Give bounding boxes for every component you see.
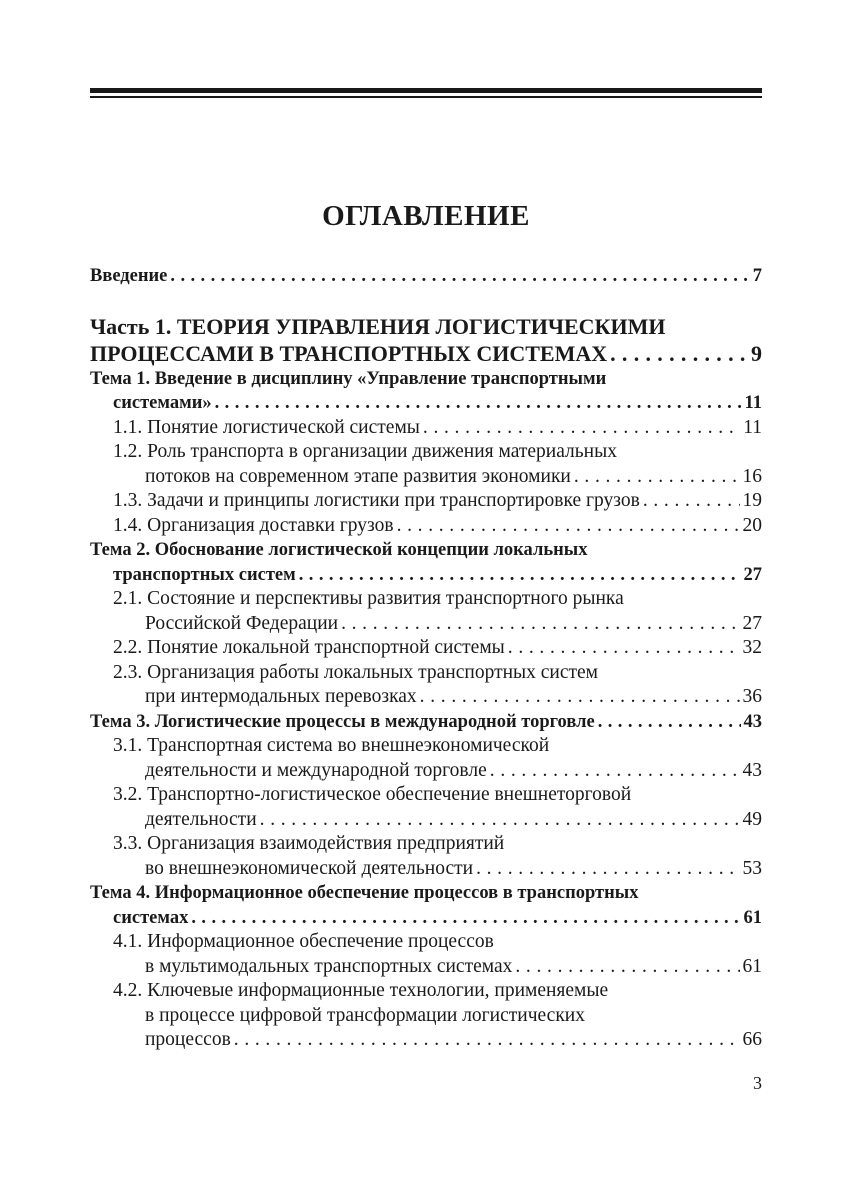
header-rule-thick (90, 88, 762, 93)
dot-leader (191, 906, 740, 931)
toc-entry-1-4[interactable]: 1.4. Организация доставки грузов . . . 20 (90, 514, 762, 539)
toc-entry-topic1-line2[interactable]: системами» . . . 11 (90, 391, 762, 416)
page-number: 3 (753, 1073, 762, 1093)
toc-entry-4-1-line1[interactable]: 4.1. Информационное обеспечение процессов (113, 931, 494, 952)
page-ref: 36 (742, 686, 762, 707)
page-ref: 7 (752, 266, 762, 286)
toc-entry-topic2-line2[interactable]: транспортных систем . . . 27 (90, 563, 762, 588)
page-ref: 61 (742, 955, 762, 977)
dot-leader (490, 759, 740, 784)
page-ref: 19 (742, 490, 762, 511)
page-ref: 66 (742, 1029, 762, 1050)
table-of-contents (90, 264, 762, 1053)
toc-entry-4-1-line2[interactable]: в мультимодальных транспортных системах . . . 61 (90, 955, 762, 980)
dot-leader (420, 685, 740, 710)
page-ref: 43 (743, 711, 762, 732)
toc-entry-topic3[interactable]: Тема 3. Логистические процессы в международной торговле . . . 43 (90, 710, 762, 735)
toc-entry-3-3-line1[interactable]: 3.3. Организация взаимодействия предприятий (113, 833, 505, 854)
page-ref: 49 (742, 808, 762, 830)
page-ref: 11 (744, 393, 762, 413)
dot-leader (610, 340, 748, 367)
dot-leader (476, 857, 739, 882)
page-ref: 20 (742, 514, 762, 536)
toc-entry-2-3-line1[interactable]: 2.3. Организация работы локальных транспортных систем (113, 661, 599, 683)
page-ref: 9 (751, 340, 762, 366)
toc-entry-3-1-line1[interactable]: 3.1. Транспортная система во внешнеэкономической (113, 735, 550, 756)
page-ref: 53 (742, 857, 762, 879)
page-ref: 27 (743, 564, 762, 585)
toc-entry-part1-line1[interactable]: Часть 1. ТЕОРИЯ УПРАВЛЕНИЯ ЛОГИСТИЧЕСКИМИ (90, 313, 666, 339)
dot-leader (643, 489, 740, 514)
toc-entry-3-2-line2[interactable]: деятельности . . . 49 (90, 808, 762, 833)
toc-entry-1-2-line1[interactable]: 1.2. Роль транспорта в организации движения материальных (113, 441, 617, 462)
toc-entry-intro[interactable]: Введение . . . 7 (90, 264, 762, 289)
dot-leader (299, 563, 741, 588)
toc-entry-4-2-line3[interactable]: процессов . . . 66 (90, 1028, 762, 1053)
dot-leader (215, 391, 742, 416)
page-ref: 43 (742, 759, 762, 781)
toc-entry-3-1-line2[interactable]: деятельности и международной торговле . . . 43 (90, 759, 762, 784)
page-title: ОГЛАВЛЕНИЕ (322, 200, 530, 232)
toc-entry-3-2-line1[interactable]: 3.2. Транспортно-логистическое обеспечение внешнеторговой (113, 784, 632, 805)
toc-entry-1-1[interactable]: 1.1. Понятие логистической системы . . . 11 (90, 416, 762, 441)
toc-entry-topic2-line1[interactable]: Тема 2. Обоснование логистической концепции локальных (90, 540, 588, 560)
toc-entry-2-1-line2[interactable]: Российской Федерации . . . 27 (90, 612, 762, 637)
toc-entry-topic1-line1[interactable]: Тема 1. Введение в дисциплину «Управление транспортными (90, 368, 607, 389)
header-rule-thin (90, 96, 762, 98)
dot-leader (515, 955, 739, 980)
page-ref: 11 (743, 416, 762, 438)
page-ref: 16 (742, 465, 762, 487)
toc-entry-2-3-line2[interactable]: при интермодальных перевозках . . . 36 (90, 685, 762, 710)
toc-entry-1-3[interactable]: 1.3. Задачи и принципы логистики при транспортировке грузов . . . 19 (90, 489, 762, 514)
dot-leader (234, 1028, 740, 1053)
dot-leader (508, 636, 740, 661)
toc-entry-4-2-line2[interactable]: в процессе цифровой трансформации логистических (145, 1004, 585, 1026)
toc-entry-part1-line2[interactable]: ПРОЦЕССАМИ В ТРАНСПОРТНЫХ СИСТЕМАХ . . . 9 (90, 340, 762, 367)
dot-leader (260, 808, 740, 833)
toc-entry-topic4-line2[interactable]: системах . . . 61 (90, 906, 762, 931)
page-ref: 27 (742, 612, 762, 634)
dot-leader (341, 612, 739, 637)
page-ref: 32 (742, 637, 762, 658)
toc-entry-1-2-line2[interactable]: потоков на современном этапе развития экономики . . . 16 (90, 465, 762, 490)
toc-entry-2-1-line1[interactable]: 2.1. Состояние и перспективы развития транспортного рынка (113, 588, 624, 609)
toc-entry-topic4-line1[interactable]: Тема 4. Информационное обеспечение процессов в транспортных (90, 883, 639, 903)
toc-entry-2-2[interactable]: 2.2. Понятие локальной транспортной системы . . . 32 (90, 636, 762, 661)
dot-leader (397, 514, 740, 539)
dot-leader (423, 416, 740, 441)
toc-entry-4-2-line1[interactable]: 4.2. Ключевые информационные технологии, применяемые (113, 980, 609, 1001)
toc-entry-3-3-line2[interactable]: во внешнеэкономической деятельности . . . 53 (90, 857, 762, 882)
dot-leader (170, 264, 749, 289)
page-ref: 61 (743, 907, 762, 928)
dot-leader (574, 465, 740, 490)
dot-leader (598, 710, 741, 735)
